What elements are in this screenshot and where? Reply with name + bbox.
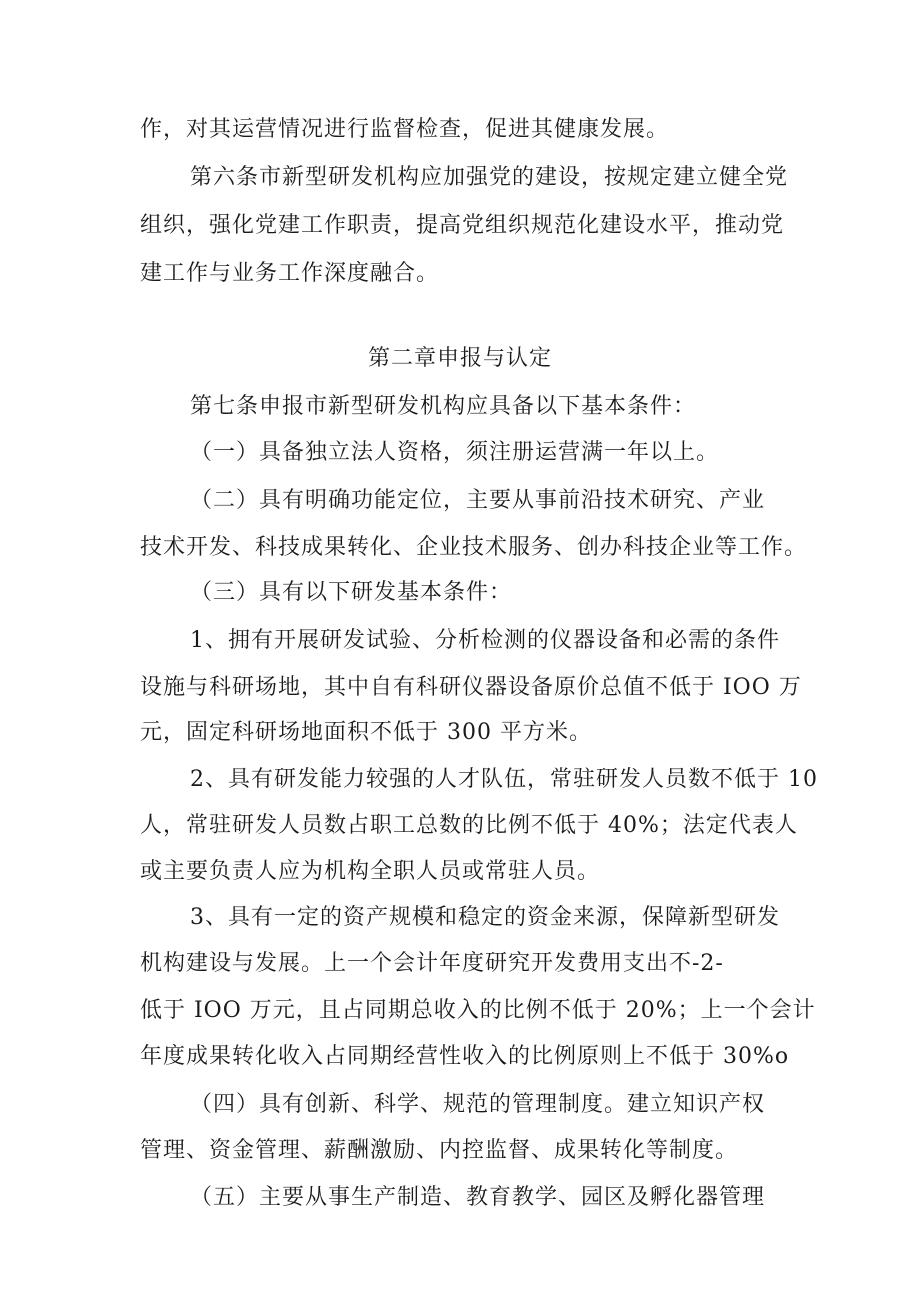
text-line-19: 低于 IOO 万元，且占同期总收入的比例不低于 20%；上一个会计	[140, 998, 816, 1023]
text-line-4: 建工作与业务工作深度融合。	[140, 261, 440, 286]
chapter-heading: 第二章申报与认定	[367, 346, 552, 371]
text-line-1: 作，对其运营情况进行监督检查，促进其健康发展。	[140, 117, 670, 142]
text-line-14: 2、具有研发能力较强的人才队伍，常驻研发人员数不低于 10	[190, 767, 818, 792]
text-line-3: 组织，强化党建工作职责，提高党组织规范化建设水平，推动党	[140, 213, 785, 238]
text-line-6: 第七条申报市新型研发机构应具备以下基本条件：	[190, 394, 697, 419]
text-line-21: （四）具有创新、科学、规范的管理制度。建立知识产权	[190, 1092, 766, 1117]
text-line-9: 技术开发、科技成果转化、企业技术服务、创办科技企业等工作。	[140, 535, 808, 560]
text-line-15: 人，常驻研发人员数占职工总数的比例不低于 40%；法定代表人	[140, 813, 798, 838]
text-line-8: （二）具有明确功能定位，主要从事前沿技术研究、产业	[190, 488, 766, 513]
text-line-13: 元，固定科研场地面积不低于 300 平方米。	[140, 720, 592, 745]
text-line-7: （一）具备独立法人资格，须注册运营满一年以上。	[190, 440, 720, 465]
text-line-17: 3、具有一定的资产规模和稳定的资金来源，保障新型研发	[190, 905, 780, 930]
text-line-2: 第六条市新型研发机构应加强党的建设，按规定建立健全党	[190, 165, 789, 190]
text-line-10: （三）具有以下研发基本条件：	[190, 580, 513, 605]
text-line-20: 年度成果转化收入占同期经营性收入的比例原则上不低于 30%o	[140, 1044, 790, 1069]
text-line-23: （五）主要从事生产制造、教育教学、园区及孵化器管理	[190, 1185, 766, 1210]
text-line-16: 或主要负责人应为机构全职人员或常驻人员。	[140, 859, 601, 884]
text-line-22: 管理、资金管理、薪酬激励、内控监督、成果转化等制度。	[140, 1138, 739, 1163]
text-line-12: 设施与科研场地，其中自有科研仪器设备原价总值不低于 IOO 万	[140, 675, 802, 700]
text-line-18: 机构建设与发展。上一个会计年度研究开发费用支出不-2-	[140, 951, 724, 976]
text-line-11: 1、拥有开展研发试验、分析检测的仪器设备和必需的条件	[190, 628, 780, 653]
